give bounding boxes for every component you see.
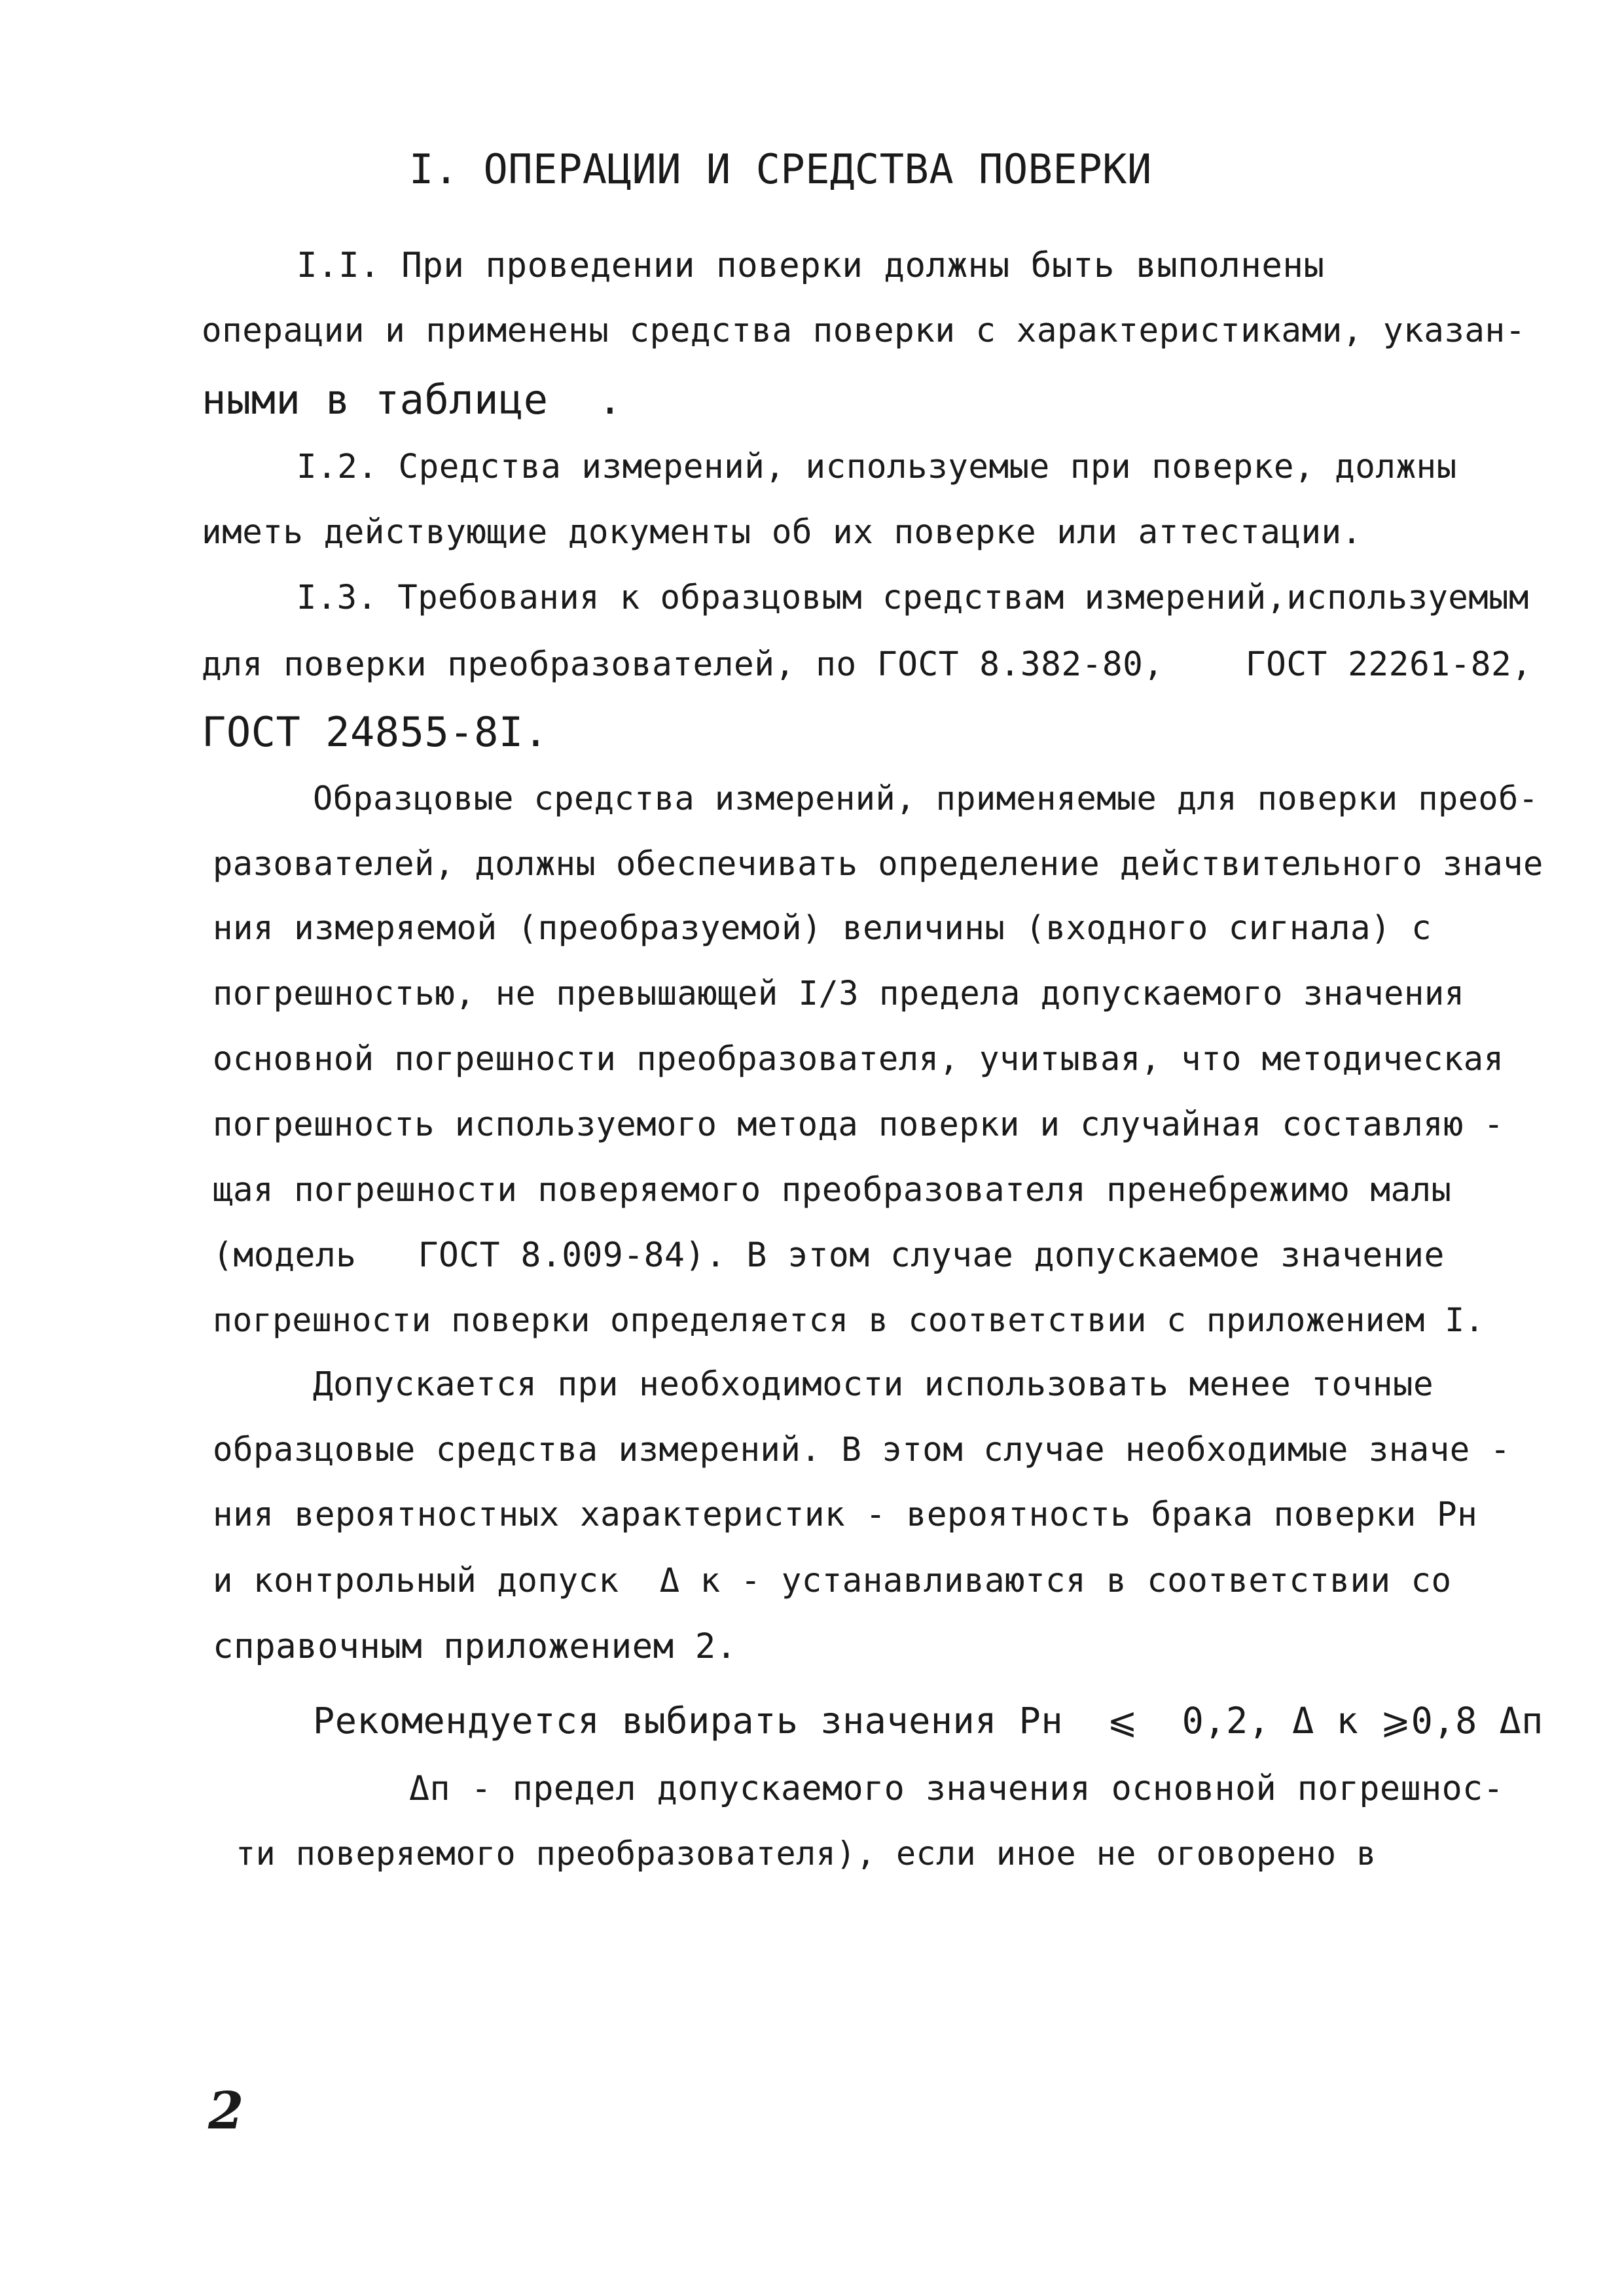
text-line: I.I. При проведении поверки должны быть выполнены [297, 245, 1325, 285]
text-line: справочным приложением 2. [213, 1626, 737, 1666]
text-line: ти поверяемого преобразователя), если иное не оговорено в [236, 1835, 1377, 1873]
text-line: ными в таблице . [202, 376, 623, 423]
text-line: погрешностью, не превышающей I/3 предела допускаемого значения [213, 974, 1465, 1013]
text-line: ГОСТ 24855-8I. [202, 708, 549, 756]
section-title: I. ОПЕРАЦИИ И СРЕДСТВА ПОВЕРКИ [409, 145, 1152, 193]
text-line: Δп - предел допускаемого значения основной погрешнос- [409, 1769, 1504, 1808]
text-line: для поверки преобразователей, по ГОСТ 8.382-80, ГОСТ 22261-82, [202, 645, 1532, 684]
text-line: основной погрешности преобразователя, учитывая, что методическая [213, 1039, 1504, 1078]
text-line: и контрольный допуск Δ к - устанавливаются в соответствии со [213, 1561, 1452, 1600]
text-line: иметь действующие документы об их поверке или аттестации. [202, 512, 1362, 551]
text-line: I.2. Средства измерений, используемые при поверке, должны [297, 447, 1457, 486]
text-line: I.3. Требования к образцовым средствам измерений,используемым [297, 578, 1529, 617]
text-line: щая погрешности поверяемого преобразователя пренебрежимо малы [213, 1170, 1452, 1209]
text-line: Образцовые средства измерений, применяемые для поверки преоб- [313, 779, 1539, 817]
text-line: образцовые средства измерений. В этом случае необходимые значе - [213, 1430, 1511, 1469]
text-line: ния вероятностных характеристик - вероятность брака поверки Рн [213, 1496, 1478, 1534]
text-line: погрешности поверки определяется в соответствии с приложением I. [213, 1301, 1485, 1339]
page-number: 2 [208, 2081, 244, 2141]
text-line: ния измеряемой (преобразуемой) величины (входного сигнала) с [213, 908, 1432, 947]
text-line: (модель ГОСТ 8.009-84). В этом случае допускаемое значение [213, 1236, 1445, 1275]
text-line: разователей, должны обеспечивать определение действительного значе [213, 844, 1543, 883]
text-line: Допускается при необходимости использовать менее точные [313, 1365, 1434, 1403]
text-line: погрешность используемого метода поверки и случайная составляю - [213, 1105, 1504, 1143]
text-line: операции и применены средства поверки с характеристиками, указан- [202, 311, 1526, 350]
text-line: Рекомендуется выбирать значения Рн ⩽ 0,2, Δ к ⩾0,8 Δп [313, 1700, 1543, 1742]
